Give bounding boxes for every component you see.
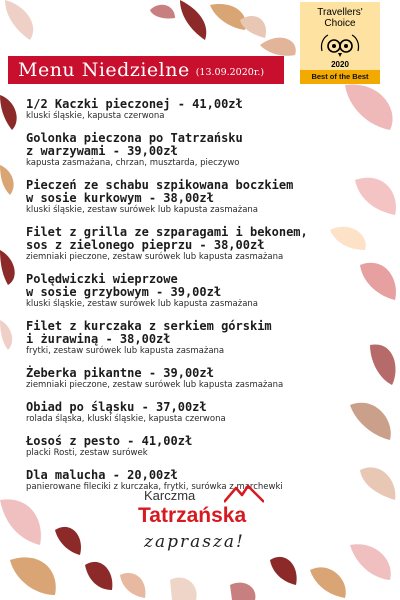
menu-list	[26, 98, 371, 503]
menu-item	[26, 226, 371, 263]
dish-name: Łosoś z pesto - 41,00zł	[26, 434, 193, 448]
tagline: zaprasza!	[144, 532, 245, 552]
menu-item	[26, 367, 371, 391]
menu-title-banner	[8, 56, 284, 84]
dish-description: kluski śląskie, zestaw surówek lub kapusta zasmażana	[26, 299, 259, 309]
restaurant-logo	[138, 484, 268, 554]
menu-date: (13.09.2020r.)	[195, 67, 265, 78]
menu-item	[26, 435, 371, 459]
menu-item	[26, 273, 371, 310]
dish-description: panierowane fileciki z kurczaka, frytki, surówka z marchewki	[26, 482, 283, 492]
dish-name: Filet z grilla ze szparagami i bekonem, sos z zielonego pieprzu - 38,00zł	[26, 225, 308, 252]
dish-name: Polędwiczki wieprzowe w sosie grzybowym - 39,00zł	[26, 272, 222, 299]
dish-name: 1/2 Kaczki pieczonej - 41,00zł	[26, 97, 243, 111]
dish-description: kluski śląskie, zestaw surówek lub kapusta zasmażana	[26, 205, 259, 215]
badge-year: 2020	[331, 60, 349, 69]
brand-large-text: Tatrzańska	[138, 504, 247, 527]
dish-description: ziemniaki pieczone, zestaw surówek lub kapusta zasmażana	[26, 380, 284, 390]
dish-name: Żeberka pikantne - 39,00zł	[26, 366, 214, 380]
dish-name: Dla malucha - 20,00zł	[26, 468, 178, 482]
dish-description: rolada śląska, kluski śląskie, kapusta czerwona	[26, 414, 226, 424]
menu-item	[26, 320, 371, 357]
leaf-icon	[5, 0, 296, 56]
menu-title: Menu Niedzielne	[18, 59, 190, 81]
dish-name: Pieczeń ze schabu szpikowana boczkiem w sosie kurkowym - 38,00zł	[26, 178, 294, 205]
badge-line-2: Choice	[324, 18, 356, 29]
dish-name: Filet z kurczaka z serkiem górskim i żurawiną - 38,00zł	[26, 319, 272, 346]
dish-description: kapusta zasmażana, chrzan, musztarda, pieczywo	[26, 158, 240, 168]
badge-line-1: Travellers'	[317, 7, 363, 18]
dish-name: Obiad po śląsku - 37,00zł	[26, 400, 207, 414]
mountains-icon	[224, 484, 264, 504]
dish-name: Golonka pieczona po Tatrzańsku z warzywami - 39,00zł	[26, 131, 243, 158]
menu-item	[26, 179, 371, 216]
menu-item	[26, 132, 371, 169]
menu-item	[26, 401, 371, 425]
menu-item	[26, 98, 371, 122]
tripadvisor-owl-icon	[318, 31, 362, 59]
dish-description: placki Rosti, zestaw surówek	[26, 448, 148, 458]
badge-footer: Best of the Best	[300, 70, 380, 84]
dish-description: frytki, zestaw surówek lub kapusta zasmażana	[26, 346, 225, 356]
travellers-choice-badge	[300, 2, 380, 84]
brand-small-text: Karczma	[144, 488, 196, 503]
dish-description: ziemniaki pieczone, zestaw surówek lub kapusta zasmażana	[26, 252, 284, 262]
dish-description: kluski śląskie, kapusta czerwona	[26, 111, 165, 121]
leaf-icon	[0, 95, 17, 350]
